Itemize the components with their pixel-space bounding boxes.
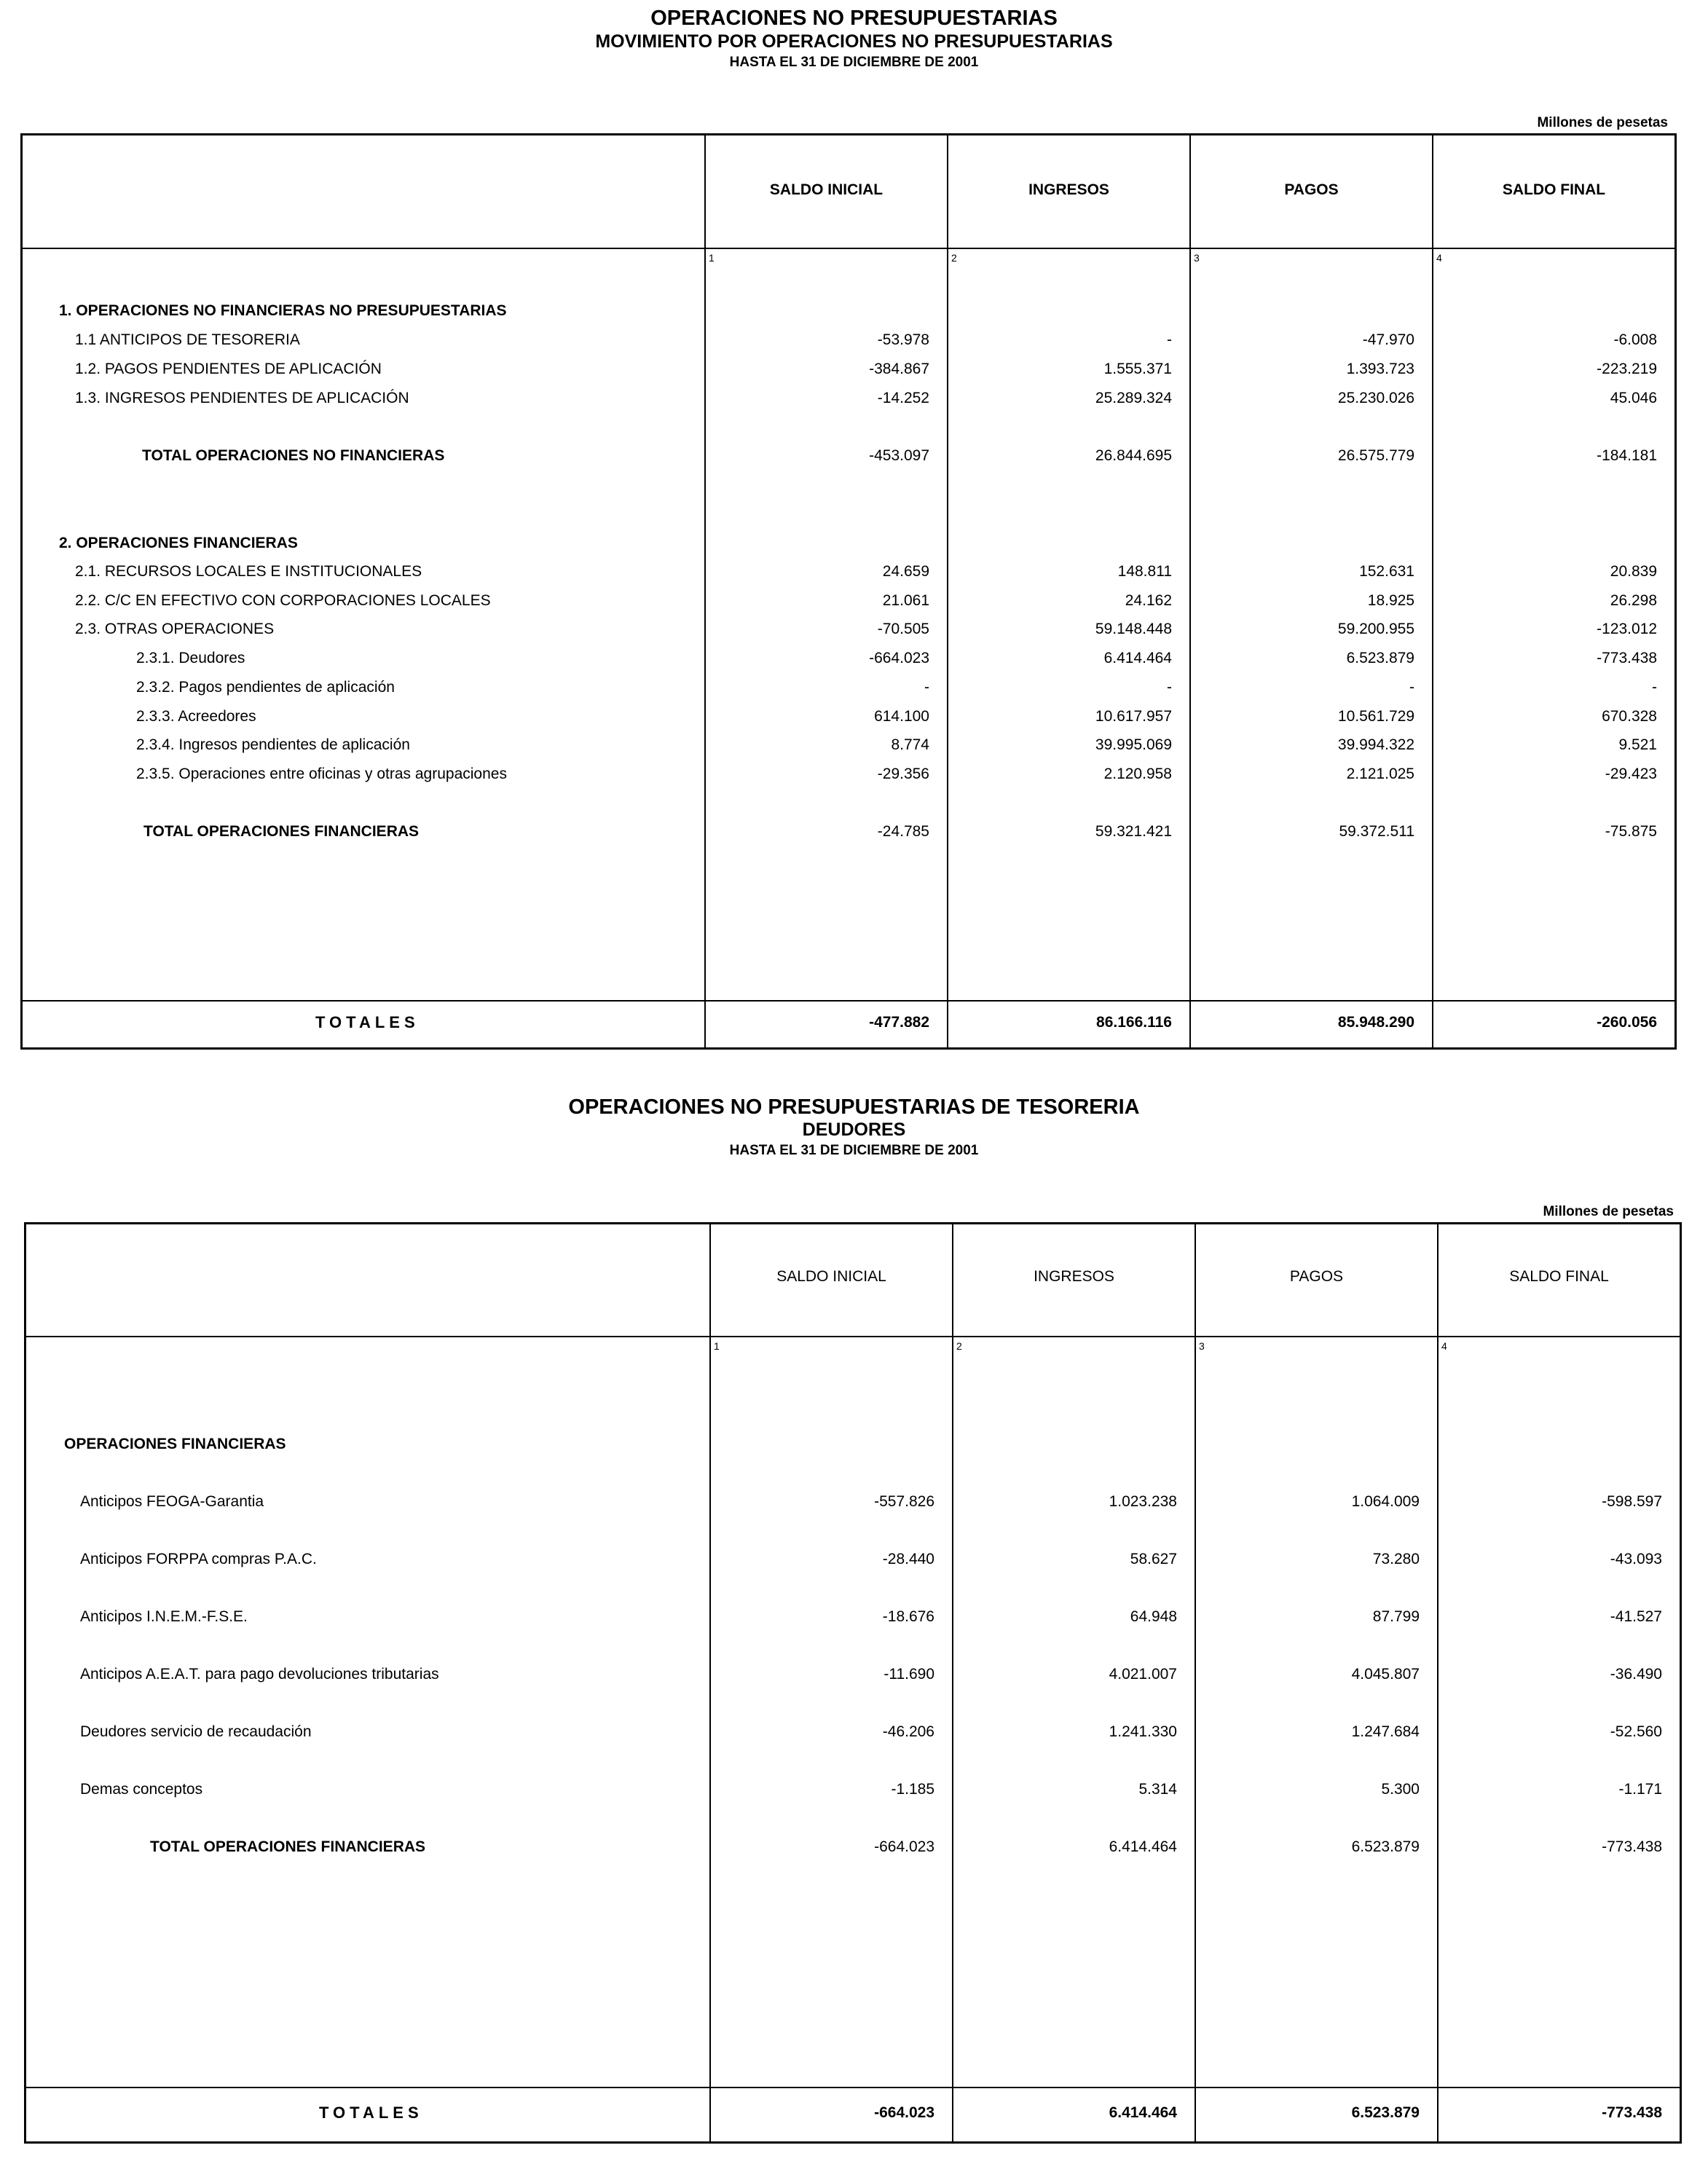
value-pagos: 59.200.955 xyxy=(1337,621,1414,637)
row-label: Anticipos I.N.E.M.-F.S.E. xyxy=(80,1608,248,1625)
value-ingresos: 1.241.330 xyxy=(1109,1723,1177,1740)
row-label: OPERACIONES FINANCIERAS xyxy=(64,1436,286,1452)
section1-table xyxy=(20,133,1677,1050)
table-row xyxy=(23,677,1674,699)
row-label: Demas conceptos xyxy=(80,1781,203,1798)
column-number: 4 xyxy=(1441,1340,1447,1352)
table-row xyxy=(23,329,1674,351)
table-row xyxy=(26,1664,1680,1685)
section2-title: OPERACIONES NO PRESUPUESTARIAS DE TESORERIA xyxy=(568,1095,1140,1119)
value-pagos: 5.300 xyxy=(1381,1781,1420,1798)
totals-row xyxy=(26,2102,1680,2124)
value-saldo-final: 670.328 xyxy=(1602,708,1657,725)
value-pagos: 39.994.322 xyxy=(1337,736,1414,753)
table-row xyxy=(23,300,1674,322)
value-ingresos: 26.844.695 xyxy=(1095,447,1172,464)
table-row xyxy=(23,358,1674,380)
value-saldo-final: -223.219 xyxy=(1597,361,1657,377)
value-pagos: 26.575.779 xyxy=(1337,447,1414,464)
table-row xyxy=(23,387,1674,409)
row-label: TOTAL OPERACIONES FINANCIERAS xyxy=(150,1838,426,1855)
row-label: Anticipos FEOGA-Garantia xyxy=(80,1493,264,1510)
totals-label: TOTALES xyxy=(315,1013,420,1031)
value-saldo-final: -1.171 xyxy=(1618,1781,1662,1798)
value-saldo-final: 20.839 xyxy=(1610,563,1657,580)
row-label: 2. OPERACIONES FINANCIERAS xyxy=(59,535,298,551)
value-ingresos: 2.120.958 xyxy=(1103,766,1172,782)
value-ingresos: 64.948 xyxy=(1130,1608,1177,1625)
header-pagos: PAGOS xyxy=(1284,181,1339,198)
section2-date: HASTA EL 31 DE DICIEMBRE DE 2001 xyxy=(729,1143,979,1158)
value-pagos: - xyxy=(1409,679,1414,696)
section2-table xyxy=(24,1222,1682,2144)
value-ingresos: 6.414.464 xyxy=(1103,650,1172,666)
value-pagos: 152.631 xyxy=(1359,563,1414,580)
totals-label: TOTALES xyxy=(319,2104,423,2122)
column-number: 1 xyxy=(714,1340,720,1352)
value-ingresos: 4.021.007 xyxy=(1109,1666,1177,1683)
value-saldo-inicial: -24.785 xyxy=(877,823,929,840)
value-saldo-inicial: -46.206 xyxy=(882,1723,934,1740)
value-ingresos: 148.811 xyxy=(1117,563,1172,580)
table-row xyxy=(23,763,1674,785)
row-label: Anticipos A.E.A.T. para pago devoluciones tributarias xyxy=(80,1666,439,1683)
column-number: 3 xyxy=(1199,1340,1205,1352)
column-number: 1 xyxy=(709,252,715,264)
value-saldo-inicial: -384.867 xyxy=(869,361,929,377)
table-row xyxy=(23,734,1674,756)
value-saldo-inicial: -14.252 xyxy=(877,390,929,406)
row-label: 2.3.4. Ingresos pendientes de aplicación xyxy=(136,736,410,753)
column-number: 2 xyxy=(956,1340,962,1352)
row-label: 2.3.1. Deudores xyxy=(136,650,245,666)
value-saldo-inicial: 614.100 xyxy=(874,708,929,725)
total-ingresos: 86.166.116 xyxy=(1096,1014,1172,1031)
value-saldo-final: - xyxy=(1652,679,1657,696)
table-row xyxy=(26,1606,1680,1628)
value-pagos: 18.925 xyxy=(1367,592,1414,609)
row-label: 2.1. RECURSOS LOCALES E INSTITUCIONALES xyxy=(75,563,422,580)
table-row xyxy=(23,561,1674,583)
header-ingresos: INGRESOS xyxy=(1028,181,1109,198)
row-label: Deudores servicio de recaudación xyxy=(80,1723,312,1740)
value-ingresos: - xyxy=(1167,679,1172,696)
value-ingresos: 5.314 xyxy=(1138,1781,1177,1798)
table-row xyxy=(23,648,1674,669)
table-row xyxy=(23,706,1674,728)
column-number: 3 xyxy=(1194,252,1200,264)
value-pagos: 6.523.879 xyxy=(1346,650,1414,666)
value-saldo-final: -598.597 xyxy=(1602,1493,1662,1510)
value-pagos: 6.523.879 xyxy=(1351,1838,1420,1855)
total-saldo-final: -260.056 xyxy=(1597,1014,1657,1031)
value-saldo-final: -41.527 xyxy=(1610,1608,1662,1625)
value-saldo-final: -773.438 xyxy=(1597,650,1657,666)
value-ingresos: 59.148.448 xyxy=(1095,621,1172,637)
row-label: 2.3.3. Acreedores xyxy=(136,708,256,725)
total-pagos: 6.523.879 xyxy=(1351,2104,1420,2121)
value-ingresos: 10.617.957 xyxy=(1095,708,1172,725)
header-saldo-final: SALDO FINAL xyxy=(1509,1268,1609,1285)
header-saldo-final: SALDO FINAL xyxy=(1502,181,1606,198)
table-row xyxy=(23,445,1674,467)
value-saldo-inicial: -11.690 xyxy=(883,1666,934,1683)
value-pagos: 10.561.729 xyxy=(1337,708,1414,725)
value-saldo-final: 45.046 xyxy=(1610,390,1657,406)
value-saldo-final: -123.012 xyxy=(1597,621,1657,637)
value-pagos: 1.247.684 xyxy=(1351,1723,1420,1740)
table-row xyxy=(26,1433,1680,1455)
section1-units: Millones de pesetas xyxy=(1537,115,1668,130)
value-saldo-inicial: -664.023 xyxy=(869,650,929,666)
value-saldo-inicial: -664.023 xyxy=(874,1838,934,1855)
value-ingresos: 6.414.464 xyxy=(1109,1838,1177,1855)
row-label: 2.3.5. Operaciones entre oficinas y otras agrupaciones xyxy=(136,766,507,782)
value-saldo-inicial: 8.774 xyxy=(891,736,929,753)
section1-subtitle: MOVIMIENTO POR OPERACIONES NO PRESUPUESTARIAS xyxy=(595,31,1113,52)
table-row xyxy=(26,1836,1680,1858)
value-saldo-final: -43.093 xyxy=(1610,1551,1662,1567)
value-saldo-inicial: -53.978 xyxy=(877,331,929,348)
value-saldo-inicial: -453.097 xyxy=(869,447,929,464)
header-saldo-inicial: SALDO INICIAL xyxy=(776,1268,886,1285)
value-saldo-final: -773.438 xyxy=(1602,1838,1662,1855)
table-row xyxy=(23,821,1674,843)
value-pagos: 1.393.723 xyxy=(1346,361,1414,377)
value-ingresos: 39.995.069 xyxy=(1095,736,1172,753)
row-label: TOTAL OPERACIONES FINANCIERAS xyxy=(143,823,420,840)
total-pagos: 85.948.290 xyxy=(1337,1014,1414,1031)
total-saldo-inicial: -477.882 xyxy=(869,1014,929,1031)
table-row xyxy=(26,1721,1680,1743)
value-saldo-inicial: -28.440 xyxy=(882,1551,934,1567)
total-saldo-final: -773.438 xyxy=(1602,2104,1662,2121)
value-pagos: 1.064.009 xyxy=(1351,1493,1420,1510)
row-label: 1.3. INGRESOS PENDIENTES DE APLICACIÓN xyxy=(75,390,409,406)
value-saldo-inicial: 24.659 xyxy=(882,563,929,580)
value-pagos: 59.372.511 xyxy=(1339,823,1414,840)
value-ingresos: 59.321.421 xyxy=(1095,823,1172,840)
column-number: 2 xyxy=(951,252,957,264)
value-saldo-inicial: 21.061 xyxy=(882,592,929,609)
header-pagos: PAGOS xyxy=(1289,1268,1344,1285)
header-saldo-inicial: SALDO INICIAL xyxy=(769,181,883,198)
value-saldo-final: -52.560 xyxy=(1610,1723,1662,1740)
value-saldo-inicial: -18.676 xyxy=(882,1608,934,1625)
column-number: 4 xyxy=(1436,252,1442,264)
row-label: 1.1 ANTICIPOS DE TESORERIA xyxy=(75,331,300,348)
value-ingresos: 25.289.324 xyxy=(1095,390,1172,406)
table-row xyxy=(23,618,1674,640)
value-saldo-inicial: -1.185 xyxy=(891,1781,934,1798)
row-label: 2.3. OTRAS OPERACIONES xyxy=(75,621,275,637)
value-saldo-final: -184.181 xyxy=(1597,447,1657,464)
value-saldo-inicial: -557.826 xyxy=(874,1493,934,1510)
value-saldo-final: -29.423 xyxy=(1605,766,1657,782)
value-saldo-final: -75.875 xyxy=(1605,823,1657,840)
table-row xyxy=(26,1491,1680,1513)
value-ingresos: 1.023.238 xyxy=(1109,1493,1177,1510)
section2-units: Millones de pesetas xyxy=(1543,1204,1674,1219)
row-label: 2.2. C/C EN EFECTIVO CON CORPORACIONES LOCALES xyxy=(75,592,491,609)
value-ingresos: 24.162 xyxy=(1125,592,1172,609)
section1-title: OPERACIONES NO PRESUPUESTARIAS xyxy=(650,7,1058,30)
value-saldo-final: 9.521 xyxy=(1618,736,1657,753)
totals-row xyxy=(23,1012,1674,1034)
section2-subtitle: DEUDORES xyxy=(802,1120,906,1140)
table-row xyxy=(26,1779,1680,1801)
total-saldo-inicial: -664.023 xyxy=(874,2104,934,2121)
header-ingresos: INGRESOS xyxy=(1034,1268,1114,1285)
row-label: 2.3.2. Pagos pendientes de aplicación xyxy=(136,679,395,696)
value-pagos: 73.280 xyxy=(1372,1551,1420,1567)
value-saldo-inicial: - xyxy=(924,679,929,696)
section1-date: HASTA EL 31 DE DICIEMBRE DE 2001 xyxy=(729,55,979,70)
value-saldo-final: 26.298 xyxy=(1610,592,1657,609)
row-label: 1.2. PAGOS PENDIENTES DE APLICACIÓN xyxy=(75,361,382,377)
total-ingresos: 6.414.464 xyxy=(1109,2104,1177,2121)
row-label: TOTAL OPERACIONES NO FINANCIERAS xyxy=(142,447,445,464)
value-pagos: 87.799 xyxy=(1372,1608,1420,1625)
value-ingresos: 1.555.371 xyxy=(1103,361,1172,377)
value-pagos: 25.230.026 xyxy=(1337,390,1414,406)
table-row xyxy=(23,590,1674,612)
value-saldo-final: -6.008 xyxy=(1613,331,1657,348)
value-saldo-inicial: -70.505 xyxy=(877,621,929,637)
value-saldo-inicial: -29.356 xyxy=(877,766,929,782)
value-pagos: 2.121.025 xyxy=(1346,766,1414,782)
value-saldo-final: -36.490 xyxy=(1610,1666,1662,1683)
value-pagos: -47.970 xyxy=(1362,331,1414,348)
table-row xyxy=(26,1549,1680,1570)
table-row xyxy=(23,532,1674,554)
row-label: Anticipos FORPPA compras P.A.C. xyxy=(80,1551,317,1567)
value-ingresos: 58.627 xyxy=(1130,1551,1177,1567)
value-pagos: 4.045.807 xyxy=(1351,1666,1420,1683)
value-ingresos: - xyxy=(1167,331,1172,348)
row-label: 1. OPERACIONES NO FINANCIERAS NO PRESUPUESTARIAS xyxy=(59,302,507,319)
